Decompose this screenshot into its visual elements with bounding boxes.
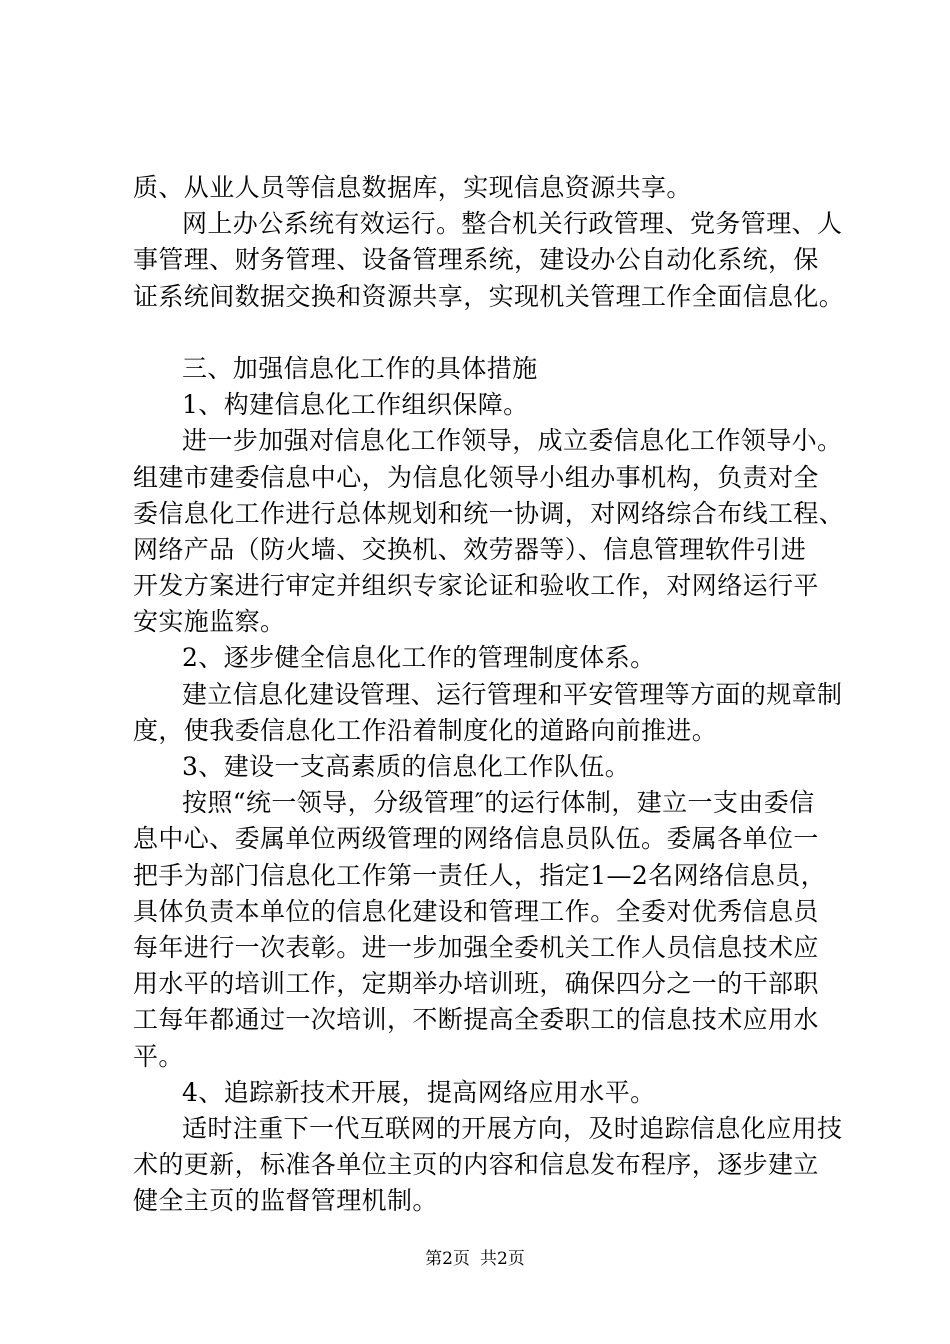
text-line: 每年进行一次表彰。进一步加强全委机关工作人员信息技术应 (133, 932, 819, 962)
page-footer (0, 1248, 950, 1270)
text-line: 进一步加强对信息化工作领导，成立委信息化工作领导小。 (182, 426, 843, 456)
text-line: 证系统间数据交换和资源共享，实现机关管理工作全面信息化。 (133, 281, 845, 311)
text-line: 用水平的培训工作，定期举办培训班，确保四分之一的干部职 (133, 969, 819, 999)
text-line: 按照“统一领导，分级管理″的运行体制，建立一支由委信 (182, 788, 815, 818)
text-line: 质、从业人员等信息数据库，实现信息资源共享。 (133, 173, 692, 202)
text-line: 术的更新，标准各单位主页的内容和信息发布程序，逐步建立 (133, 1150, 819, 1180)
text-line: 适时注重下一代互联网的开展方向，及时追踪信息化应用技 (182, 1113, 843, 1143)
subsection-heading: 1、构建信息化工作组织保障。 (182, 390, 529, 420)
text-line: 平。 (133, 1041, 184, 1071)
text-line: 息中心、委属单位两级管理的网络信息员队伍。委属各单位一 (133, 824, 819, 854)
subsection-heading: 4、追踪新技术开展，提高网络应用水平。 (182, 1077, 656, 1107)
page-total: 共2页 (480, 1249, 525, 1269)
text-line: 度，使我委信息化工作沿着制度化的道路向前推进。 (133, 715, 718, 745)
text-line: 健全主页的监督管理机制。 (133, 1186, 438, 1216)
page-number: 第2页 (425, 1249, 470, 1269)
text-line: 具体负责本单位的信息化建设和管理工作。全委对优秀信息员 (133, 896, 819, 926)
text-line: 事管理、财务管理、设备管理系统，建设办公自动化系统，保 (133, 245, 819, 275)
text-line: 开发方案进行审定并组织专家论证和验收工作，对网络运行平 (133, 571, 819, 601)
text-line: 安实施监察。 (133, 607, 286, 637)
document-body (133, 170, 853, 1219)
subsection-heading: 2、逐步健全信息化工作的管理制度体系。 (182, 643, 656, 673)
text-line: 组建市建委信息中心，为信息化领导小组办事机构，负责对全 (133, 462, 819, 492)
paragraph-gap (133, 315, 853, 351)
text-line: 工每年都通过一次培训，不断提高全委职工的信息技术应用水 (133, 1005, 819, 1035)
text-line: 网络产品（防火墙、交换机、效劳器等）、信息管理软件引进 (133, 534, 807, 564)
text-line: 建立信息化建设管理、运行管理和平安管理等方面的规章制 (182, 679, 843, 709)
text-line: 委信息化工作进行总体规划和统一协调，对网络综合布线工程、 (133, 498, 845, 528)
text-line: 把手为部门信息化工作第一责任人，指定1—2名网络信息员， (133, 860, 827, 890)
subsection-heading: 3、建设一支高素质的信息化工作队伍。 (182, 752, 631, 781)
section-heading: 三、加强信息化工作的具体措施 (182, 353, 538, 383)
text-line: 网上办公系统有效运行。整合机关行政管理、党务管理、人 (182, 209, 843, 239)
